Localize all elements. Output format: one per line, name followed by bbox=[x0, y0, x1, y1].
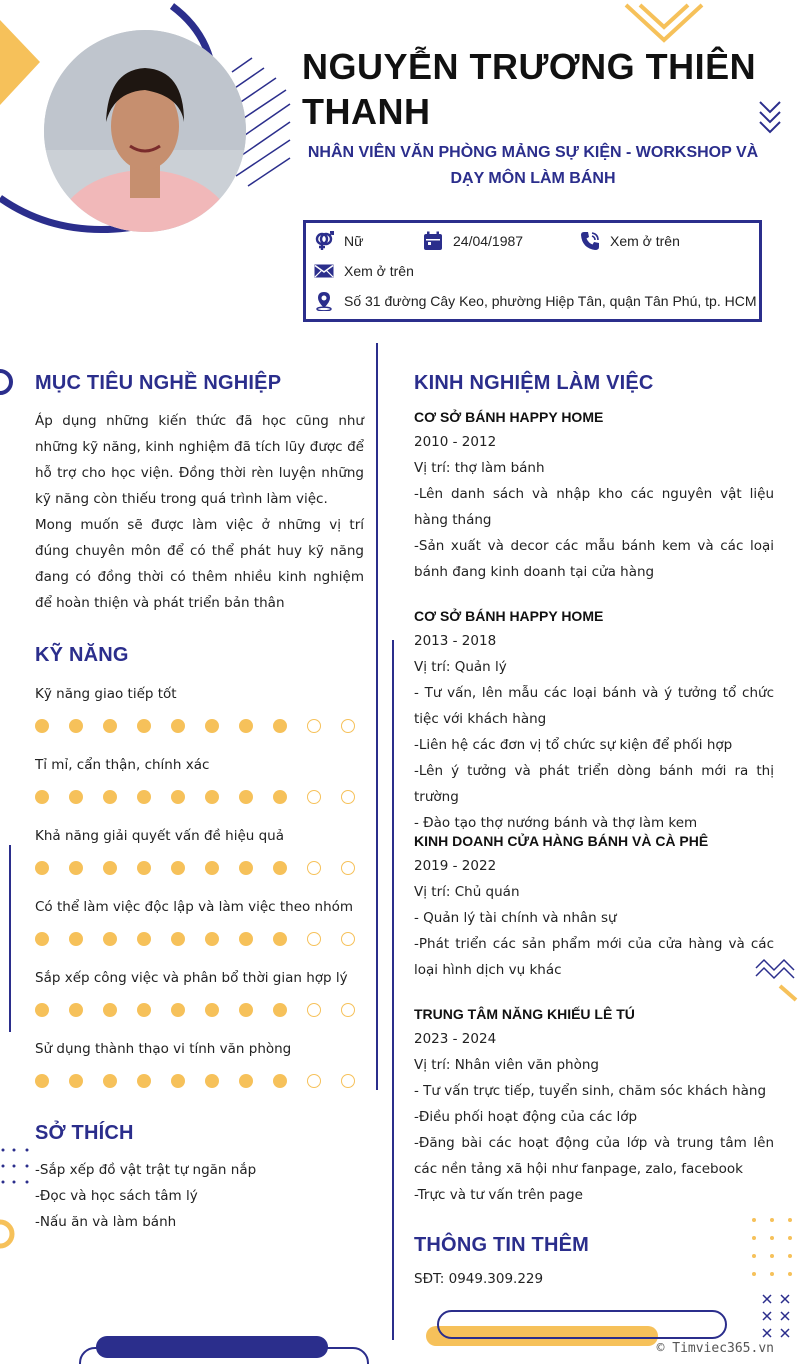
skill-label: Khả năng giải quyết vấn đề hiệu quả bbox=[35, 828, 284, 844]
objective-title: MỤC TIÊU NGHỀ NGHIỆP bbox=[35, 372, 282, 394]
job-period: 2023 - 2024 bbox=[414, 1031, 497, 1047]
rating-dot-filled bbox=[137, 932, 151, 946]
rating-dot-filled bbox=[273, 861, 287, 875]
rating-dot-empty bbox=[341, 790, 355, 804]
calendar-icon bbox=[423, 231, 443, 251]
rating-dot-filled bbox=[103, 1074, 117, 1088]
rating-dot-filled bbox=[35, 719, 49, 733]
extra-phone: SĐT: 0949.309.229 bbox=[414, 1271, 544, 1287]
rating-dot-empty bbox=[307, 790, 321, 804]
watermark: © Timviec365.vn bbox=[656, 1341, 774, 1356]
rating-dot-filled bbox=[103, 719, 117, 733]
rating-dot-filled bbox=[69, 1074, 83, 1088]
rating-dot-filled bbox=[35, 932, 49, 946]
rating-dot-filled bbox=[137, 861, 151, 875]
rating-dot-empty bbox=[341, 861, 355, 875]
rating-dot-filled bbox=[205, 719, 219, 733]
rating-dot-filled bbox=[273, 1003, 287, 1017]
job-period: 2013 - 2018 bbox=[414, 633, 497, 649]
rating-dot-filled bbox=[205, 1003, 219, 1017]
rating-dot-filled bbox=[273, 1074, 287, 1088]
email-value: Xem ở trên bbox=[344, 263, 414, 279]
rating-dot-empty bbox=[341, 719, 355, 733]
rating-dot-filled bbox=[103, 932, 117, 946]
rating-dot-filled bbox=[239, 719, 253, 733]
address-value: Số 31 đường Cây Keo, phường Hiệp Tân, quận Tân Phú, tp. HCM bbox=[344, 293, 757, 309]
rating-dot-filled bbox=[35, 1074, 49, 1088]
rating-dot-filled bbox=[273, 932, 287, 946]
rating-dot-filled bbox=[171, 790, 185, 804]
rating-dot-filled bbox=[171, 932, 185, 946]
column-divider bbox=[376, 343, 378, 1090]
avatar bbox=[44, 30, 246, 232]
rating-dot-filled bbox=[239, 790, 253, 804]
skill-rating bbox=[35, 719, 355, 733]
skill-rating bbox=[35, 932, 355, 946]
rating-dot-filled bbox=[103, 1003, 117, 1017]
job-line: -Sản xuất và decor các mẫu bánh kem và các loại bánh đang kinh doanh tại cửa hàng bbox=[414, 538, 774, 580]
job-line: - Đào tạo thợ nướng bánh và thợ làm kem bbox=[414, 815, 698, 831]
rating-dot-filled bbox=[137, 719, 151, 733]
job-line: -Liên hệ các đơn vị tổ chức sự kiện để phối hợp bbox=[414, 737, 733, 753]
job-title: NHÂN VIÊN VĂN PHÒNG MẢNG SỰ KIỆN - WORKSHOP VÀ DẠY MÔN LÀM BÁNH bbox=[307, 144, 759, 187]
job-period: 2010 - 2012 bbox=[414, 434, 497, 450]
rating-dot-empty bbox=[307, 1003, 321, 1017]
skill-rating bbox=[35, 861, 355, 875]
rating-dot-filled bbox=[137, 1003, 151, 1017]
job-entry bbox=[414, 405, 774, 585]
job-entry bbox=[414, 829, 774, 983]
hobby-item: -Nấu ăn và làm bánh bbox=[35, 1214, 177, 1230]
rating-dot-empty bbox=[307, 1074, 321, 1088]
job-line: - Tư vấn trực tiếp, tuyển sinh, chăm sóc khách hàng bbox=[414, 1083, 767, 1099]
rating-dot-filled bbox=[137, 1074, 151, 1088]
job-line: -Điều phối hoạt động của các lớp bbox=[414, 1109, 638, 1125]
job-line: - Tư vấn, lên mẫu các loại bánh và ý tưởng tổ chức tiệc với khách hàng bbox=[414, 685, 774, 727]
rating-dot-filled bbox=[205, 1074, 219, 1088]
rating-dot-empty bbox=[341, 932, 355, 946]
objective-paragraph-1: Áp dụng những kiến thức đã học cũng như những kỹ năng, kinh nghiệm đã tích lũy được để hỗ trợ cho học viện. Đồng thời rèn luyện những kỹ năng còn thiếu trong quá trình làm việc. bbox=[35, 413, 364, 507]
skill-rating bbox=[35, 790, 355, 804]
hobby-item: -Đọc và học sách tâm lý bbox=[35, 1188, 198, 1204]
rating-dot-filled bbox=[171, 719, 185, 733]
skill-label: Có thể làm việc độc lập và làm việc theo nhóm bbox=[35, 899, 354, 915]
skill-label: Tỉ mỉ, cẩn thận, chính xác bbox=[35, 757, 210, 773]
rating-dot-filled bbox=[69, 861, 83, 875]
rating-dot-filled bbox=[239, 861, 253, 875]
job-line: Vị trí: Chủ quán bbox=[414, 884, 520, 900]
extra-info-title: THÔNG TIN THÊM bbox=[414, 1234, 590, 1256]
rating-dot-filled bbox=[239, 932, 253, 946]
rating-dot-filled bbox=[35, 1003, 49, 1017]
job-line: -Lên danh sách và nhập kho các nguyên vật liệu hàng tháng bbox=[414, 486, 774, 528]
job-company: TRUNG TÂM NĂNG KHIẾU LÊ TÚ bbox=[414, 1006, 635, 1022]
job-entry bbox=[414, 604, 774, 836]
hobby-item: -Sắp xếp đồ vật trật tự ngăn nắp bbox=[35, 1162, 257, 1178]
job-line: Vị trí: thợ làm bánh bbox=[414, 460, 545, 476]
job-entry bbox=[414, 1002, 774, 1208]
rating-dot-empty bbox=[307, 719, 321, 733]
rating-dot-filled bbox=[239, 1003, 253, 1017]
rating-dot-filled bbox=[69, 719, 83, 733]
rating-dot-filled bbox=[171, 1003, 185, 1017]
rating-dot-filled bbox=[273, 790, 287, 804]
skills-title: KỸ NĂNG bbox=[35, 644, 129, 666]
gender-value: Nữ bbox=[344, 233, 364, 249]
gender-icon bbox=[314, 231, 334, 251]
skill-label: Sắp xếp công việc và phân bổ thời gian hợp lý bbox=[35, 970, 348, 986]
skill-rating bbox=[35, 1003, 355, 1017]
birthday-value: 24/04/1987 bbox=[453, 233, 524, 249]
skill-label: Sử dụng thành thạo vi tính văn phòng bbox=[35, 1041, 292, 1057]
job-company: KINH DOANH CỬA HÀNG BÁNH VÀ CÀ PHÊ bbox=[414, 833, 709, 849]
location-pin-icon bbox=[314, 291, 334, 311]
contact-email bbox=[314, 261, 414, 281]
experience-title: KINH NGHIỆM LÀM VIỆC bbox=[414, 372, 654, 394]
job-line: Vị trí: Nhân viên văn phòng bbox=[414, 1057, 599, 1073]
phone-value: Xem ở trên bbox=[610, 233, 680, 249]
rating-dot-filled bbox=[137, 790, 151, 804]
mail-icon bbox=[314, 261, 334, 281]
rating-dot-filled bbox=[103, 861, 117, 875]
rating-dot-empty bbox=[307, 932, 321, 946]
job-company: CƠ SỞ BÁNH HAPPY HOME bbox=[414, 608, 604, 624]
contact-gender bbox=[314, 231, 363, 251]
job-line: -Đăng bài các hoạt động của lớp và trung tâm lên các nền tảng xã hội như fanpage, zalo, facebook bbox=[414, 1135, 774, 1177]
rating-dot-empty bbox=[307, 861, 321, 875]
rating-dot-filled bbox=[35, 790, 49, 804]
rating-dot-filled bbox=[171, 861, 185, 875]
rating-dot-filled bbox=[171, 1074, 185, 1088]
job-line: Vị trí: Quản lý bbox=[414, 659, 507, 675]
rating-dot-filled bbox=[273, 719, 287, 733]
rating-dot-empty bbox=[341, 1074, 355, 1088]
contact-address bbox=[314, 291, 757, 311]
rating-dot-filled bbox=[69, 790, 83, 804]
rating-dot-filled bbox=[239, 1074, 253, 1088]
skill-label: Kỹ năng giao tiếp tốt bbox=[35, 686, 177, 702]
job-line: - Quản lý tài chính và nhân sự bbox=[414, 910, 617, 926]
rating-dot-filled bbox=[69, 932, 83, 946]
rating-dot-filled bbox=[205, 861, 219, 875]
skill-rating bbox=[35, 1074, 355, 1088]
job-line: -Lên ý tưởng và phát triển dòng bánh mới ra thị trường bbox=[414, 763, 774, 805]
profile-photo-icon bbox=[44, 30, 246, 232]
rating-dot-filled bbox=[205, 932, 219, 946]
rating-dot-filled bbox=[35, 861, 49, 875]
rating-dot-filled bbox=[69, 1003, 83, 1017]
hobbies-title: SỞ THÍCH bbox=[35, 1122, 134, 1144]
phone-icon bbox=[580, 231, 600, 251]
objective-paragraph-2: Mong muốn sẽ được làm việc ở những vị trí đúng chuyên môn để có thể phát huy kỹ năng đang có đồng thời có thêm nhiều kinh nghiệm để hoàn thiện và phát triển bản thân bbox=[35, 517, 364, 611]
job-line: -Phát triển các sản phẩm mới của cửa hàng và các loại hình dịch vụ khác bbox=[414, 936, 774, 978]
contact-phone bbox=[580, 231, 680, 251]
rating-dot-filled bbox=[205, 790, 219, 804]
job-company: CƠ SỞ BÁNH HAPPY HOME bbox=[414, 409, 604, 425]
contact-birthday bbox=[423, 231, 523, 251]
rating-dot-filled bbox=[103, 790, 117, 804]
candidate-name: NGUYỄN TRƯƠNG THIÊN THANH bbox=[302, 46, 757, 132]
job-line: -Trực và tư vấn trên page bbox=[414, 1187, 583, 1203]
rating-dot-empty bbox=[341, 1003, 355, 1017]
job-period: 2019 - 2022 bbox=[414, 858, 497, 874]
